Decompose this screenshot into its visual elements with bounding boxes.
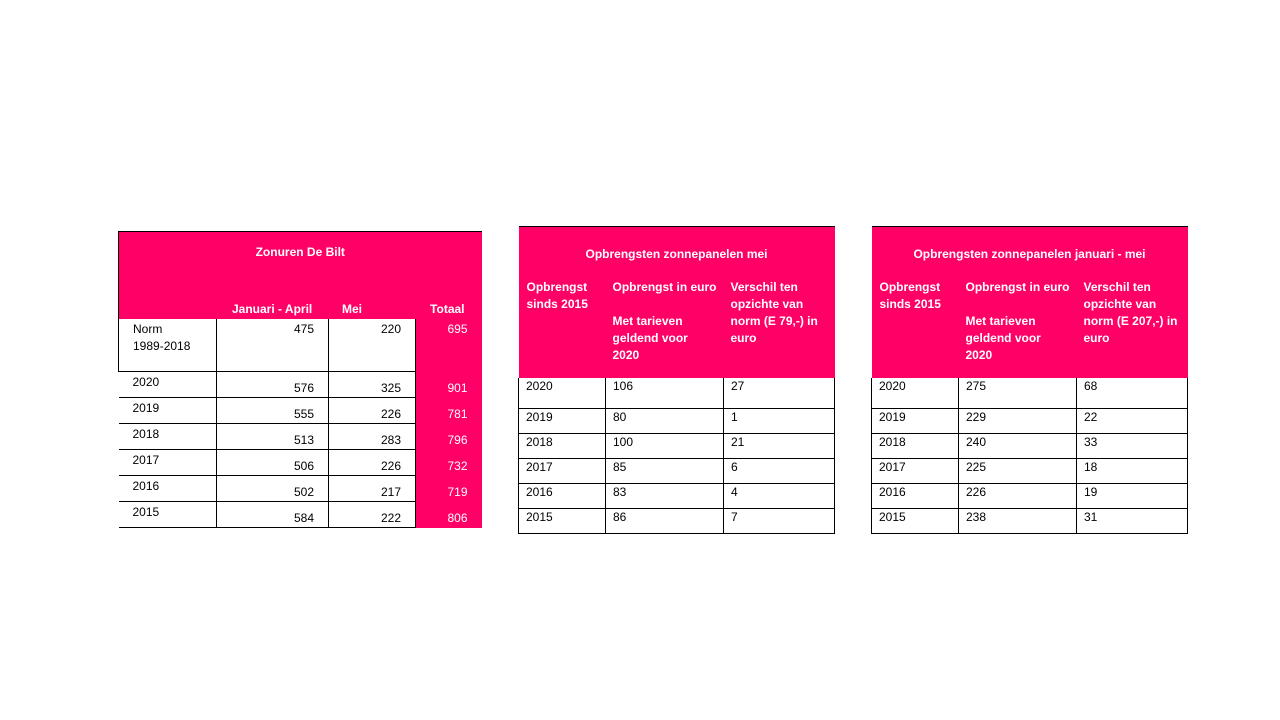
cell-year: 2019: [872, 408, 959, 433]
cell-mei: 226: [329, 449, 416, 475]
table-row: [119, 501, 482, 527]
cell-verschil: 33: [1077, 433, 1188, 458]
table-row: [119, 449, 482, 475]
cell-verschil: 21: [724, 433, 835, 458]
cell-year: 2018: [119, 423, 217, 449]
cell-totaal: 732: [416, 449, 482, 475]
opbrengst-mei-title: Opbrengsten zonnepanelen mei: [585, 247, 768, 261]
col-header-opbrengst-sinds-2015: Opbrengst sinds 2015: [879, 280, 941, 311]
cell-verschil: 19: [1077, 483, 1188, 508]
cell-euro: 225: [959, 458, 1077, 483]
cell-jan-apr: 502: [217, 475, 329, 501]
cell-mei: 222: [329, 501, 416, 527]
cell-verschil: 18: [1077, 458, 1188, 483]
col-header-verschil: Verschil ten opzichte van norm (E 207,-) in euro: [1083, 280, 1178, 345]
opbrengst-jan-mei-header: [872, 227, 1188, 379]
cell-euro: 86: [606, 508, 724, 533]
cell-euro: 226: [959, 483, 1077, 508]
table-row: [119, 397, 482, 423]
cell-jan-apr: 576: [217, 371, 329, 397]
table-row: [119, 475, 482, 501]
zonuren-header: [119, 232, 482, 320]
cell-year: 2015: [872, 508, 959, 533]
cell-year: 2017: [119, 449, 217, 475]
cell-verschil: 31: [1077, 508, 1188, 533]
table-row: [872, 433, 1188, 458]
zonuren-table: [118, 231, 482, 528]
table-row: [519, 483, 835, 508]
col-header-totaal: Totaal: [430, 302, 465, 316]
table-row-norm: [119, 319, 482, 371]
cell-euro: 83: [606, 483, 724, 508]
cell-verschil: 27: [724, 378, 835, 408]
cell-euro: 80: [606, 408, 724, 433]
cell-verschil: 7: [724, 508, 835, 533]
col-header-euro-label: Opbrengst in euro: [612, 280, 717, 294]
cell-jan-apr: 555: [217, 397, 329, 423]
cell-mei: 283: [329, 423, 416, 449]
col-header-mei: Mei: [342, 302, 363, 316]
cell-euro: 85: [606, 458, 724, 483]
cell-jan-apr: 475: [217, 319, 329, 371]
col-header-euro-sub: Met tarieven geldend voor 2020: [612, 314, 688, 362]
table-row: [119, 423, 482, 449]
cell-jan-apr: 584: [217, 501, 329, 527]
col-header-opbrengst-sinds-2015: Opbrengst sinds 2015: [526, 280, 588, 311]
cell-year: 2017: [519, 458, 606, 483]
norm-label: [119, 319, 217, 371]
opbrengst-mei-header: [519, 227, 835, 379]
cell-verschil: 4: [724, 483, 835, 508]
cell-euro: 238: [959, 508, 1077, 533]
opbrengst-mei-table: [518, 226, 835, 534]
cell-euro: 240: [959, 433, 1077, 458]
cell-totaal: 695: [416, 319, 482, 371]
table-row: [872, 458, 1188, 483]
cell-year: 2018: [872, 433, 959, 458]
cell-euro: 100: [606, 433, 724, 458]
table-row: [519, 433, 835, 458]
cell-totaal: 719: [416, 475, 482, 501]
cell-jan-apr: 506: [217, 449, 329, 475]
cell-year: 2020: [519, 378, 606, 408]
cell-totaal: 901: [416, 371, 482, 397]
cell-year: 2015: [519, 508, 606, 533]
cell-verschil: 68: [1077, 378, 1188, 408]
norm-label-line1: Norm: [133, 322, 163, 336]
cell-verschil: 6: [724, 458, 835, 483]
cell-totaal: 806: [416, 501, 482, 527]
cell-year: 2016: [119, 475, 217, 501]
cell-verschil: 1: [724, 408, 835, 433]
cell-euro: 229: [959, 408, 1077, 433]
col-header-opbrengst-in-euro: [966, 279, 1071, 364]
cell-year: 2020: [872, 378, 959, 408]
cell-year: 2019: [519, 408, 606, 433]
cell-year: 2020: [119, 371, 217, 397]
cell-year: 2017: [872, 458, 959, 483]
cell-totaal: 781: [416, 397, 482, 423]
cell-year: 2016: [872, 483, 959, 508]
cell-year: 2018: [519, 433, 606, 458]
cell-totaal: 796: [416, 423, 482, 449]
cell-euro: 106: [606, 378, 724, 408]
cell-verschil: 22: [1077, 408, 1188, 433]
col-header-verschil: Verschil ten opzichte van norm (E 79,-) in euro: [730, 280, 818, 345]
norm-label-line2: 1989-2018: [133, 339, 191, 353]
col-header-jan-apr: Januari - April: [232, 302, 313, 316]
cell-jan-apr: 513: [217, 423, 329, 449]
cell-year: 2016: [519, 483, 606, 508]
cell-year: 2019: [119, 397, 217, 423]
table-row: [119, 371, 482, 397]
col-header-opbrengst-in-euro: [613, 279, 718, 364]
cell-mei: 220: [329, 319, 416, 371]
table-row: [519, 408, 835, 433]
cell-year: 2015: [119, 501, 217, 527]
opbrengst-jan-mei-title: Opbrengsten zonnepanelen januari - mei: [913, 247, 1146, 261]
table-row: [519, 508, 835, 533]
table-row: [872, 508, 1188, 533]
zonuren-title: Zonuren De Bilt: [255, 245, 345, 259]
cell-euro: 275: [959, 378, 1077, 408]
col-header-euro-sub: Met tarieven geldend voor 2020: [965, 314, 1041, 362]
cell-mei: 226: [329, 397, 416, 423]
opbrengst-jan-mei-table: [871, 226, 1188, 534]
col-header-euro-label: Opbrengst in euro: [965, 280, 1070, 294]
table-row: [519, 378, 835, 408]
cell-mei: 217: [329, 475, 416, 501]
table-row: [872, 483, 1188, 508]
table-row: [872, 408, 1188, 433]
table-row: [872, 378, 1188, 408]
table-row: [519, 458, 835, 483]
cell-mei: 325: [329, 371, 416, 397]
